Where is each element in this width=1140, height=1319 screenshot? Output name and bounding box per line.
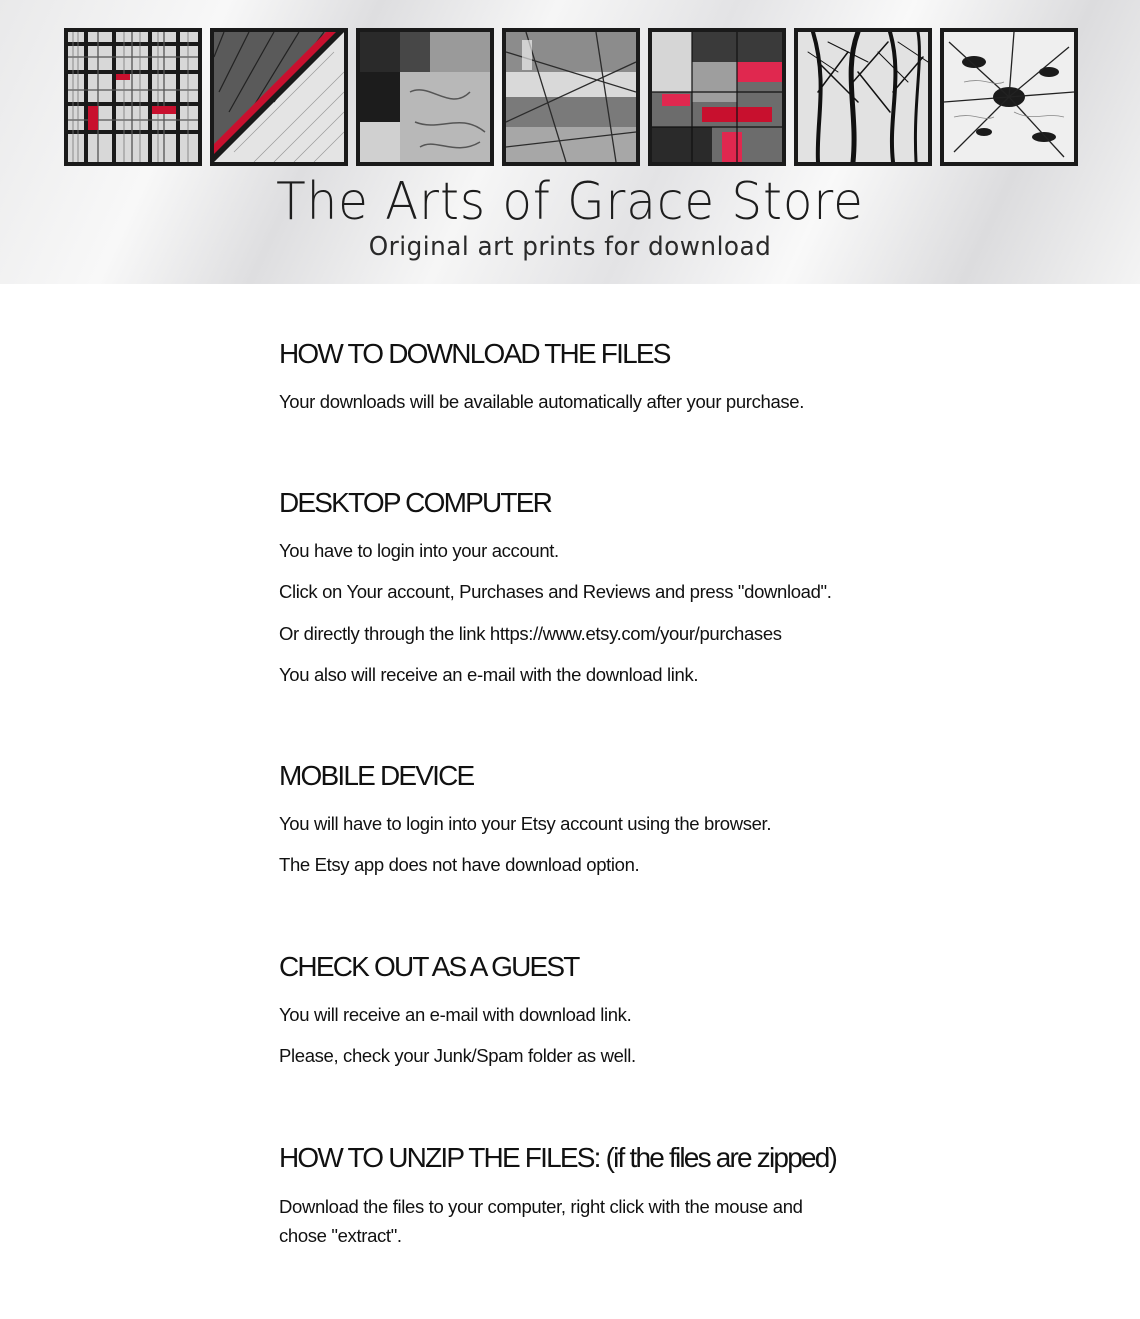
store-subtitle: Original art prints for download	[368, 232, 772, 262]
section-how-to-unzip	[279, 1140, 959, 1246]
tree-branches-art-icon	[794, 28, 932, 166]
section-mobile-device	[279, 758, 959, 875]
instruction-line: Please, check your Junk/Spam folder as well.	[279, 1045, 636, 1066]
instruction-line: chose "extract".	[279, 1225, 402, 1246]
instruction-line: Your downloads will be available automatically after your purchase.	[279, 391, 805, 412]
section-desktop-computer	[279, 485, 959, 685]
instruction-line: You also will receive an e-mail with the download link.	[279, 664, 699, 685]
section-heading: DESKTOP COMPUTER	[279, 487, 551, 518]
instruction-line: Download the files to your computer, right click with the mouse and	[279, 1196, 803, 1217]
artwork-gallery	[64, 28, 1076, 166]
instruction-line: You will receive an e-mail with download link.	[279, 1004, 632, 1025]
stepped-squares-art-icon	[356, 28, 494, 166]
store-banner	[0, 0, 1140, 284]
section-heading: HOW TO DOWNLOAD THE FILES	[279, 338, 670, 369]
section-how-to-download	[279, 336, 959, 412]
abstract-splash-art-icon	[940, 28, 1078, 166]
lined-landscape-art-icon	[502, 28, 640, 166]
geometric-grid-art-icon	[64, 28, 202, 166]
instruction-line: Or directly through the link https://www.etsy.com/your/purchases	[279, 623, 782, 644]
instruction-line: You will have to login into your Etsy account using the browser.	[279, 813, 772, 834]
section-guest-checkout	[279, 949, 959, 1066]
instruction-line: You have to login into your account.	[279, 540, 559, 561]
section-heading: MOBILE DEVICE	[279, 760, 474, 791]
red-blocks-collage-art-icon	[648, 28, 786, 166]
store-title: The Arts of Grace Store	[276, 172, 864, 232]
diagonal-red-stripe-art-icon	[210, 28, 348, 166]
section-heading: CHECK OUT AS A GUEST	[279, 951, 579, 982]
instruction-line: The Etsy app does not have download option.	[279, 854, 640, 875]
section-heading: HOW TO UNZIP THE FILES: (if the files are zipped)	[279, 1142, 837, 1173]
instruction-line: Click on Your account, Purchases and Reviews and press "download".	[279, 581, 832, 602]
